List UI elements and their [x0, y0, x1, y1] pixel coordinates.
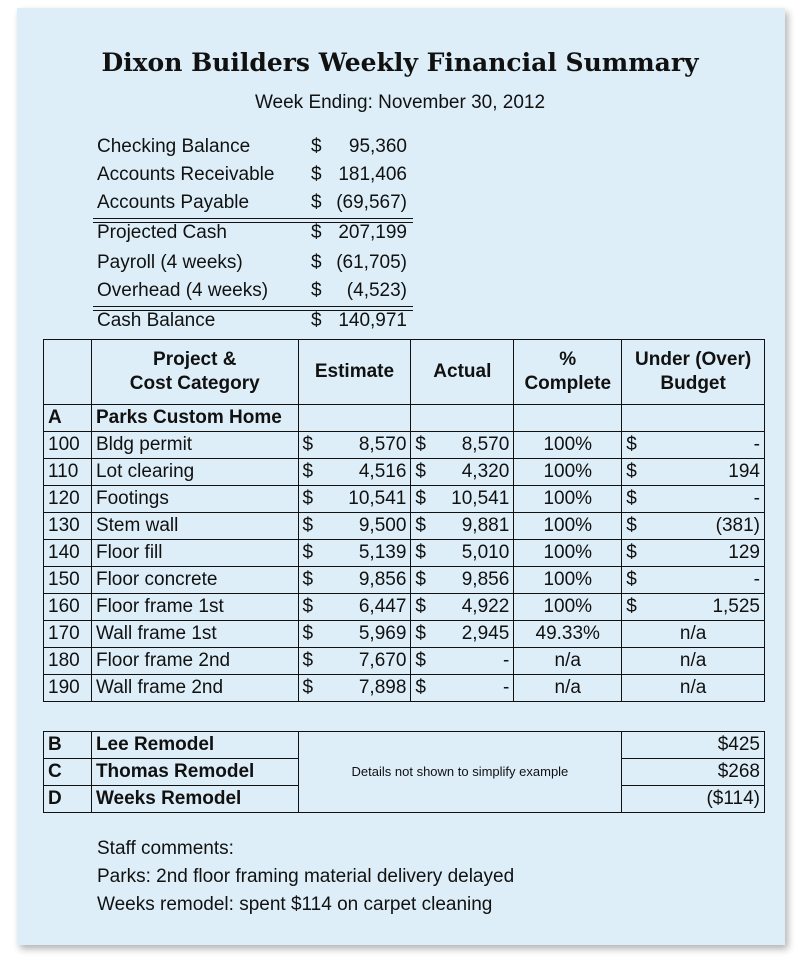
estimate-cell [298, 459, 411, 486]
dollar-sign: $ [626, 461, 637, 482]
dollar-sign: $ [302, 623, 314, 644]
budget-value: $425 [622, 732, 765, 759]
project-code: B [44, 732, 92, 759]
empty-cell [298, 405, 411, 432]
estimate-cell-value: 8,570 [358, 434, 407, 455]
summary-value: 95,360 [348, 136, 407, 157]
payroll-row [97, 252, 417, 280]
summary-label: Cash Balance [97, 310, 216, 331]
actual-header: Actual [411, 340, 514, 405]
estimate-cell-value: 9,856 [358, 569, 407, 590]
dollar-sign: $ [302, 542, 314, 563]
percent-complete: 100% [514, 594, 622, 621]
estimate-cell [298, 432, 411, 459]
cost-code: 130 [44, 513, 92, 540]
budget-cell: n/a [622, 675, 765, 702]
page-title: Dixon Builders Weekly Financial Summary [101, 48, 699, 77]
percent-complete: 100% [514, 567, 622, 594]
dollar-sign: $ [311, 164, 322, 185]
dollar-sign: $ [302, 596, 314, 617]
table-row [44, 648, 765, 675]
budget-cell-value: 129 [728, 542, 760, 563]
code-header [44, 340, 92, 405]
estimate-cell-value: 5,969 [358, 623, 407, 644]
budget-cell: n/a [622, 648, 765, 675]
budget-cell [622, 567, 765, 594]
dollar-sign: $ [302, 488, 314, 509]
dollar-sign: $ [626, 596, 637, 617]
summary-label: Checking Balance [97, 136, 251, 157]
dollar-sign: $ [415, 569, 426, 590]
cost-code: 160 [44, 594, 92, 621]
cost-code: 150 [44, 567, 92, 594]
estimate-cell [298, 540, 411, 567]
actual-cell [411, 675, 514, 702]
dollar-sign: $ [415, 461, 426, 482]
dollar-sign: $ [626, 542, 637, 563]
overhead-row [97, 280, 417, 308]
budget-cell [622, 540, 765, 567]
cost-category: Lot clearing [91, 459, 298, 486]
summary-value: 181,406 [338, 164, 407, 185]
estimate-cell [298, 486, 411, 513]
cost-category: Footings [91, 486, 298, 513]
dollar-sign: $ [302, 650, 314, 671]
dollar-sign: $ [311, 280, 322, 301]
percent-complete: n/a [514, 648, 622, 675]
dollar-sign: $ [626, 488, 637, 509]
actual-cell [411, 432, 514, 459]
empty-cell [514, 405, 622, 432]
summary-value: (69,567) [336, 192, 407, 213]
table-row [44, 732, 765, 759]
project-cost-table [43, 339, 765, 702]
week-ending-subtitle: Week Ending: November 30, 2012 [254, 92, 546, 113]
dollar-sign: $ [311, 222, 322, 243]
project-code: C [44, 759, 92, 786]
project-name: Thomas Remodel [91, 759, 298, 786]
table-row [44, 540, 765, 567]
actual-cell [411, 540, 514, 567]
percent-complete: 100% [514, 486, 622, 513]
estimate-cell [298, 675, 411, 702]
cost-category: Floor concrete [91, 567, 298, 594]
estimate-cell [298, 621, 411, 648]
accounts-receivable-row [97, 164, 417, 192]
project-name: Weeks Remodel [91, 786, 298, 813]
comment-line: Parks: 2nd floor framing material delivery delayed [97, 866, 515, 887]
actual-cell [411, 459, 514, 486]
budget-value: ($114) [622, 786, 765, 813]
budget-cell-value: 194 [728, 461, 760, 482]
estimate-cell-value: 5,139 [358, 542, 407, 563]
dollar-sign: $ [415, 434, 426, 455]
project-code: A [44, 405, 92, 432]
percent-complete: n/a [514, 675, 622, 702]
estimate-cell [298, 594, 411, 621]
estimate-cell [298, 513, 411, 540]
actual-cell [411, 648, 514, 675]
project-code: D [44, 786, 92, 813]
actual-cell [411, 594, 514, 621]
budget-cell [622, 432, 765, 459]
cost-code: 140 [44, 540, 92, 567]
project-name: Lee Remodel [91, 732, 298, 759]
percent-complete: 100% [514, 513, 622, 540]
cost-code: 100 [44, 432, 92, 459]
summary-label: Projected Cash [97, 222, 227, 243]
estimate-cell-value: 6,447 [358, 596, 407, 617]
dollar-sign: $ [415, 515, 426, 536]
budget-cell [622, 594, 765, 621]
dollar-sign: $ [302, 515, 314, 536]
percent-complete: 100% [514, 540, 622, 567]
estimate-cell-value: 9,500 [358, 515, 407, 536]
summary-label: Accounts Payable [97, 192, 250, 213]
table-row [44, 459, 765, 486]
estimate-header: Estimate [298, 340, 411, 405]
actual-cell-value: 4,320 [461, 461, 510, 482]
cost-category: Wall frame 2nd [91, 675, 298, 702]
cost-code: 120 [44, 486, 92, 513]
dollar-sign: $ [311, 252, 322, 273]
table-row [44, 486, 765, 513]
table-row [44, 594, 765, 621]
summary-label: Accounts Receivable [97, 164, 275, 185]
project-a-row [44, 405, 765, 432]
budget-cell-value: - [753, 488, 760, 509]
project-name: Parks Custom Home [91, 405, 298, 432]
dollar-sign: $ [302, 461, 314, 482]
budget-cell [622, 486, 765, 513]
cost-code: 190 [44, 675, 92, 702]
actual-cell-value: 8,570 [461, 434, 510, 455]
budget-cell-value: - [753, 569, 760, 590]
percent-complete: 49.33% [514, 621, 622, 648]
actual-cell [411, 513, 514, 540]
dollar-sign: $ [311, 192, 322, 213]
dollar-sign: $ [311, 310, 322, 331]
dollar-sign: $ [626, 434, 637, 455]
double-rule-top [93, 218, 413, 219]
cost-code: 110 [44, 459, 92, 486]
comment-line: Weeks remodel: spent $114 on carpet cleaning [97, 894, 493, 915]
percent-complete: 100% [514, 459, 622, 486]
dollar-sign: $ [311, 136, 322, 157]
estimate-cell-value: 4,516 [358, 461, 407, 482]
cash-balance-row [97, 310, 417, 338]
project-header: Project & Cost Category [91, 340, 298, 405]
cost-category: Floor frame 2nd [91, 648, 298, 675]
actual-cell-value: 2,945 [461, 623, 510, 644]
actual-cell-value: 10,541 [451, 488, 510, 509]
table-row [44, 432, 765, 459]
other-projects-table [43, 731, 765, 813]
dollar-sign: $ [626, 515, 637, 536]
actual-cell [411, 567, 514, 594]
table-row [44, 675, 765, 702]
complete-header: % Complete [514, 340, 622, 405]
estimate-cell [298, 567, 411, 594]
projected-cash-row [97, 222, 417, 250]
actual-cell-value: 5,010 [461, 542, 510, 563]
budget-cell-value: - [753, 434, 760, 455]
cost-category: Floor fill [91, 540, 298, 567]
dollar-sign: $ [415, 677, 426, 698]
summary-label: Overhead (4 weeks) [97, 280, 269, 301]
budget-cell-value: 1,525 [712, 596, 760, 617]
cost-code: 170 [44, 621, 92, 648]
staff-comments [97, 835, 514, 919]
empty-cell [622, 405, 765, 432]
estimate-cell [298, 648, 411, 675]
summary-value: (61,705) [336, 252, 407, 273]
summary-label: Payroll (4 weeks) [97, 252, 243, 273]
table-header-row [44, 340, 765, 405]
dollar-sign: $ [415, 488, 426, 509]
actual-cell-value: 9,856 [461, 569, 510, 590]
cost-category: Stem wall [91, 513, 298, 540]
budget-value: $268 [622, 759, 765, 786]
budget-cell [622, 459, 765, 486]
actual-cell-value: 9,881 [461, 515, 510, 536]
budget-cell-value: (381) [715, 515, 760, 536]
checking-balance-row [97, 136, 417, 164]
budget-cell: n/a [622, 621, 765, 648]
dollar-sign: $ [415, 650, 426, 671]
estimate-cell-value: 10,541 [348, 488, 407, 509]
cost-category: Wall frame 1st [91, 621, 298, 648]
budget-cell [622, 513, 765, 540]
cost-code: 180 [44, 648, 92, 675]
details-note: Details not shown to simplify example [298, 732, 621, 813]
summary-value: 207,199 [338, 222, 407, 243]
actual-cell-value: 4,922 [461, 596, 510, 617]
comments-heading: Staff comments: [97, 838, 234, 859]
dollar-sign: $ [626, 569, 637, 590]
estimate-cell-value: 7,898 [358, 677, 407, 698]
dollar-sign: $ [415, 542, 426, 563]
dollar-sign: $ [302, 434, 314, 455]
summary-value: (4,523) [346, 280, 407, 301]
percent-complete: 100% [514, 432, 622, 459]
actual-cell [411, 621, 514, 648]
double-rule-top [93, 306, 413, 307]
dollar-sign: $ [415, 596, 426, 617]
summary-value: 140,971 [338, 310, 407, 331]
dollar-sign: $ [415, 623, 426, 644]
actual-cell [411, 486, 514, 513]
table-row [44, 621, 765, 648]
cost-category: Bldg permit [91, 432, 298, 459]
budget-header: Under (Over) Budget [622, 340, 765, 405]
cost-category: Floor frame 1st [91, 594, 298, 621]
dollar-sign: $ [302, 677, 314, 698]
dollar-sign: $ [302, 569, 314, 590]
table-row [44, 567, 765, 594]
table-row [44, 513, 765, 540]
accounts-payable-row [97, 192, 417, 220]
actual-cell-value: - [502, 677, 510, 698]
estimate-cell-value: 7,670 [358, 650, 407, 671]
actual-cell-value: - [502, 650, 510, 671]
empty-cell [411, 405, 514, 432]
